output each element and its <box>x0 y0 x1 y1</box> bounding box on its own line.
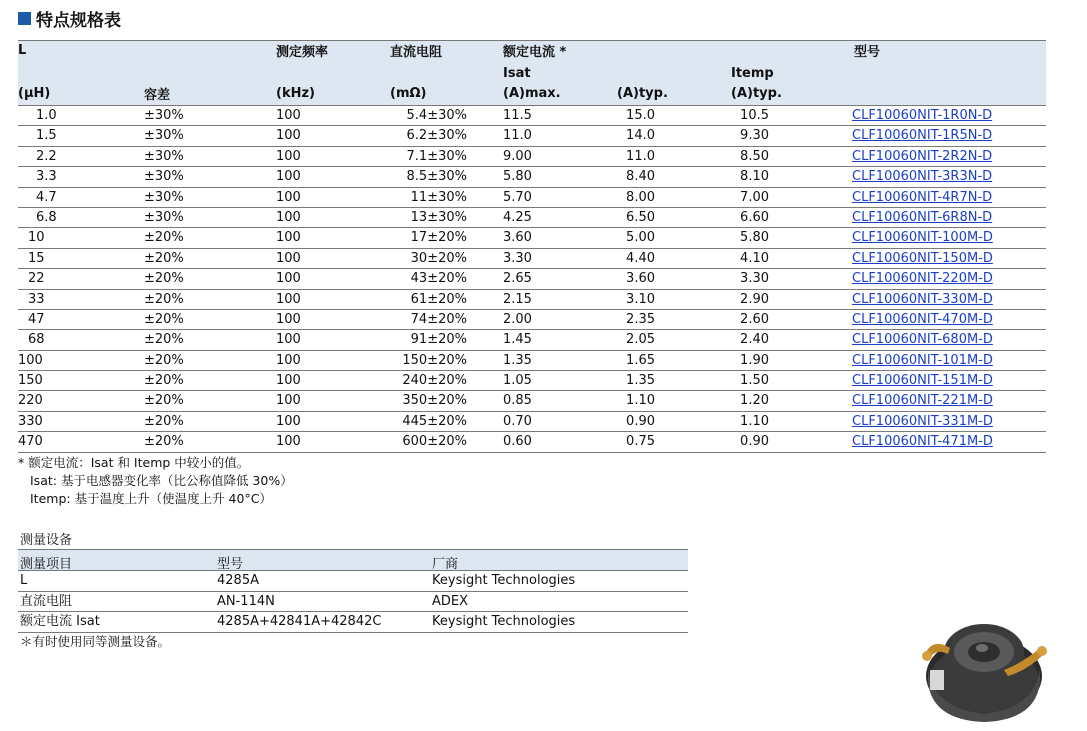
cell-isat-typ: 11.0 <box>626 148 655 164</box>
equipment-model: 4285A <box>217 573 259 588</box>
cell-isat-max: 11.0 <box>503 128 532 144</box>
model-link[interactable]: CLF10060NIT-470M-D <box>852 311 993 327</box>
section-title <box>18 6 121 30</box>
inductor-product-image <box>912 608 1052 723</box>
model-link[interactable]: CLF10060NIT-220M-D <box>852 271 993 287</box>
cell-itemp-typ: 5.80 <box>740 230 769 246</box>
title-square-icon <box>18 12 31 25</box>
cell-itemp-typ: 1.90 <box>740 352 769 368</box>
spec-table-header <box>18 40 1046 106</box>
cell-isat-max: 11.5 <box>503 108 532 123</box>
cell-itemp-typ: 8.50 <box>740 148 769 164</box>
equipment-item: L <box>20 573 28 588</box>
cell-inductance: 10 <box>28 230 45 246</box>
table-row <box>18 290 1046 310</box>
equipment-table-body <box>18 571 688 633</box>
cell-tolerance: ±30% <box>144 169 184 185</box>
model-link[interactable]: CLF10060NIT-221M-D <box>852 393 993 409</box>
cell-isat-max: 5.70 <box>503 189 532 205</box>
cell-itemp-typ: 9.30 <box>740 128 769 144</box>
cell-dcr: 445±20% <box>402 413 467 429</box>
table-row <box>18 432 1046 452</box>
cell-isat-max: 4.25 <box>503 209 532 225</box>
header-rated-current: 额定电流 * <box>503 45 567 60</box>
model-link[interactable]: CLF10060NIT-330M-D <box>852 291 993 307</box>
cell-itemp-typ: 1.20 <box>740 393 769 409</box>
table-row <box>18 126 1046 146</box>
cell-tolerance: ±30% <box>144 128 184 144</box>
cell-inductance: 1.5 <box>36 128 57 144</box>
cell-itemp-typ: 6.60 <box>740 209 769 225</box>
cell-dcr: 13±30% <box>410 209 467 225</box>
cell-itemp-typ: 1.10 <box>740 413 769 429</box>
table-row <box>18 571 688 592</box>
cell-frequency: 100 <box>276 209 301 225</box>
cell-itemp-typ: 7.00 <box>740 189 769 205</box>
cell-isat-max: 0.70 <box>503 413 532 429</box>
cell-inductance: 15 <box>28 250 45 266</box>
header-isat-typ: (A)typ. <box>617 86 668 101</box>
cell-frequency: 100 <box>276 373 301 389</box>
cell-dcr: 150±20% <box>402 352 467 368</box>
cell-inductance: 33 <box>28 291 45 307</box>
cell-dcr: 5.4±30% <box>406 108 467 123</box>
note-isat: Isat: 基于电感器变化率（比公称值降低 30%） <box>30 473 293 488</box>
table-row <box>18 351 1046 371</box>
header-freq: 测定频率 <box>276 45 329 60</box>
cell-frequency: 100 <box>276 393 301 409</box>
model-link[interactable]: CLF10060NIT-471M-D <box>852 434 993 450</box>
cell-frequency: 100 <box>276 271 301 287</box>
cell-frequency: 100 <box>276 169 301 185</box>
cell-isat-max: 2.65 <box>503 271 532 287</box>
cell-isat-typ: 0.75 <box>626 434 655 450</box>
cell-tolerance: ±20% <box>144 352 184 368</box>
cell-tolerance: ±30% <box>144 108 184 123</box>
header-model: 型号 <box>854 45 881 60</box>
cell-inductance: 4.7 <box>36 189 57 205</box>
cell-isat-max: 2.15 <box>503 291 532 307</box>
header-dcr: 直流电阻 <box>390 45 443 60</box>
cell-frequency: 100 <box>276 250 301 266</box>
cell-isat-typ: 5.00 <box>626 230 655 246</box>
cell-inductance: 220 <box>18 393 43 409</box>
cell-inductance: 100 <box>18 352 43 368</box>
table-row <box>18 228 1046 248</box>
cell-isat-typ: 0.90 <box>626 413 655 429</box>
cell-tolerance: ±20% <box>144 250 184 266</box>
cell-itemp-typ: 0.90 <box>740 434 769 450</box>
cell-itemp-typ: 8.10 <box>740 169 769 185</box>
cell-dcr: 43±20% <box>410 271 467 287</box>
cell-itemp-typ: 2.40 <box>740 332 769 348</box>
cell-frequency: 100 <box>276 311 301 327</box>
page-title: 特点规格表 <box>36 10 121 31</box>
cell-inductance: 2.2 <box>36 148 57 164</box>
cell-dcr: 350±20% <box>402 393 467 409</box>
equipment-item: 直流电阻 <box>20 593 73 609</box>
cell-itemp-typ: 1.50 <box>740 373 769 389</box>
cell-frequency: 100 <box>276 352 301 368</box>
cell-frequency: 100 <box>276 148 301 164</box>
cell-dcr: 61±20% <box>410 291 467 307</box>
cell-isat-max: 3.60 <box>503 230 532 246</box>
table-row <box>18 330 1046 350</box>
table-row <box>18 147 1046 167</box>
spec-table <box>18 40 1046 453</box>
table-row <box>18 249 1046 269</box>
cell-tolerance: ±20% <box>144 230 184 246</box>
cell-dcr: 74±20% <box>410 311 467 327</box>
header-l-unit: (μH) <box>18 86 51 101</box>
cell-inductance: 330 <box>18 413 43 429</box>
cell-isat-typ: 1.65 <box>626 352 655 368</box>
cell-inductance: 150 <box>18 373 43 389</box>
cell-isat-typ: 1.10 <box>626 393 655 409</box>
cell-frequency: 100 <box>276 413 301 429</box>
model-link[interactable]: CLF10060NIT-1R0N-D <box>852 108 993 123</box>
equipment-header-item: 测量项目 <box>20 557 73 572</box>
cell-itemp-typ: 4.10 <box>740 250 769 266</box>
cell-tolerance: ±20% <box>144 373 184 389</box>
table-row <box>18 167 1046 187</box>
header-isat-max: (A)max. <box>503 86 561 101</box>
header-freq-unit: (kHz) <box>276 86 315 101</box>
cell-frequency: 100 <box>276 128 301 144</box>
cell-isat-typ: 3.60 <box>626 271 655 287</box>
equipment-maker: Keysight Technologies <box>432 573 576 588</box>
cell-isat-max: 3.30 <box>503 250 532 266</box>
cell-tolerance: ±20% <box>144 393 184 409</box>
cell-dcr: 11±30% <box>410 189 467 205</box>
model-link[interactable]: CLF10060NIT-1R5N-D <box>852 128 993 144</box>
model-link[interactable]: CLF10060NIT-4R7N-D <box>852 189 993 205</box>
header-tolerance: 容差 <box>144 88 171 103</box>
cell-dcr: 91±20% <box>410 332 467 348</box>
cell-frequency: 100 <box>276 434 301 450</box>
cell-isat-typ: 2.05 <box>626 332 655 348</box>
cell-tolerance: ±20% <box>144 332 184 348</box>
model-link[interactable]: CLF10060NIT-3R3N-D <box>852 169 993 185</box>
header-l: L <box>18 43 27 58</box>
model-link[interactable]: CLF10060NIT-101M-D <box>852 352 993 368</box>
cell-isat-max: 1.05 <box>503 373 532 389</box>
cell-inductance: 22 <box>28 271 45 287</box>
table-row <box>18 106 1046 126</box>
cell-isat-max: 0.85 <box>503 393 532 409</box>
cell-isat-max: 2.00 <box>503 311 532 327</box>
cell-isat-max: 0.60 <box>503 434 532 450</box>
model-link[interactable]: CLF10060NIT-331M-D <box>852 413 993 429</box>
note-itemp: Itemp: 基于温度上升（使温度上升 40°C） <box>30 491 272 506</box>
model-link[interactable]: CLF10060NIT-6R8N-D <box>852 209 993 225</box>
table-row <box>18 208 1046 228</box>
equipment-header-model: 型号 <box>217 557 244 572</box>
cell-isat-typ: 4.40 <box>626 250 655 266</box>
cell-isat-typ: 8.00 <box>626 189 655 205</box>
cell-frequency: 100 <box>276 291 301 307</box>
cell-frequency: 100 <box>276 108 301 123</box>
cell-isat-typ: 1.35 <box>626 373 655 389</box>
header-itemp-typ: (A)typ. <box>731 86 782 101</box>
cell-tolerance: ±20% <box>144 413 184 429</box>
header-itemp: Itemp <box>731 66 774 81</box>
table-row <box>18 269 1046 289</box>
equipment-title: 测量设备 <box>20 533 73 548</box>
model-link[interactable]: CLF10060NIT-151M-D <box>852 373 993 389</box>
equipment-maker: ADEX <box>432 593 469 609</box>
spec-table-body <box>18 106 1046 453</box>
cell-inductance: 47 <box>28 311 45 327</box>
cell-tolerance: ±20% <box>144 271 184 287</box>
cell-itemp-typ: 10.5 <box>740 108 769 123</box>
table-row <box>18 310 1046 330</box>
cell-dcr: 7.1±30% <box>406 148 467 164</box>
cell-isat-typ: 8.40 <box>626 169 655 185</box>
cell-isat-typ: 3.10 <box>626 291 655 307</box>
cell-inductance: 470 <box>18 434 43 450</box>
cell-inductance: 3.3 <box>36 169 57 185</box>
cell-isat-max: 9.00 <box>503 148 532 164</box>
equipment-table-header <box>18 549 688 571</box>
cell-dcr: 17±20% <box>410 230 467 246</box>
equipment-item: 额定电流 Isat <box>20 614 100 629</box>
header-isat: Isat <box>503 66 531 81</box>
cell-isat-max: 1.35 <box>503 352 532 368</box>
cell-inductance: 68 <box>28 332 45 348</box>
cell-dcr: 240±20% <box>402 373 467 389</box>
equipment-header-maker: 厂商 <box>432 557 459 572</box>
model-link[interactable]: CLF10060NIT-150M-D <box>852 250 993 266</box>
cell-dcr: 6.2±30% <box>406 128 467 144</box>
cell-isat-typ: 14.0 <box>626 128 655 144</box>
cell-tolerance: ±20% <box>144 291 184 307</box>
equipment-model: 4285A+42841A+42842C <box>217 614 382 629</box>
table-row <box>18 612 688 633</box>
cell-tolerance: ±20% <box>144 311 184 327</box>
cell-dcr: 30±20% <box>410 250 467 266</box>
cell-dcr: 600±20% <box>402 434 467 450</box>
cell-tolerance: ±30% <box>144 189 184 205</box>
table-row <box>18 592 688 613</box>
cell-isat-typ: 6.50 <box>626 209 655 225</box>
cell-frequency: 100 <box>276 230 301 246</box>
cell-isat-max: 5.80 <box>503 169 532 185</box>
model-link[interactable]: CLF10060NIT-100M-D <box>852 230 993 246</box>
table-row <box>18 391 1046 411</box>
cell-itemp-typ: 2.90 <box>740 291 769 307</box>
cell-frequency: 100 <box>276 189 301 205</box>
table-row <box>18 412 1046 432</box>
cell-itemp-typ: 2.60 <box>740 311 769 327</box>
equipment-maker: Keysight Technologies <box>432 614 576 629</box>
cell-inductance: 6.8 <box>36 209 57 225</box>
cell-tolerance: ±20% <box>144 434 184 450</box>
equipment-model: AN-114N <box>217 593 275 609</box>
note-rated-current: * 额定电流：Isat 和 Itemp 中较小的值。 <box>18 455 250 470</box>
cell-tolerance: ±30% <box>144 209 184 225</box>
cell-itemp-typ: 3.30 <box>740 271 769 287</box>
header-dcr-unit: (mΩ) <box>390 86 427 101</box>
equipment-table <box>18 549 688 633</box>
model-link[interactable]: CLF10060NIT-680M-D <box>852 332 993 348</box>
table-row <box>18 188 1046 208</box>
cell-isat-typ: 15.0 <box>626 108 655 123</box>
model-link[interactable]: CLF10060NIT-2R2N-D <box>852 148 993 164</box>
cell-isat-max: 1.45 <box>503 332 532 348</box>
equipment-footnote: ＊有时使用同等测量设备。 <box>20 634 171 649</box>
table-row <box>18 371 1046 391</box>
cell-isat-typ: 2.35 <box>626 311 655 327</box>
cell-frequency: 100 <box>276 332 301 348</box>
cell-inductance: 1.0 <box>36 108 57 123</box>
cell-tolerance: ±30% <box>144 148 184 164</box>
cell-dcr: 8.5±30% <box>406 169 467 185</box>
